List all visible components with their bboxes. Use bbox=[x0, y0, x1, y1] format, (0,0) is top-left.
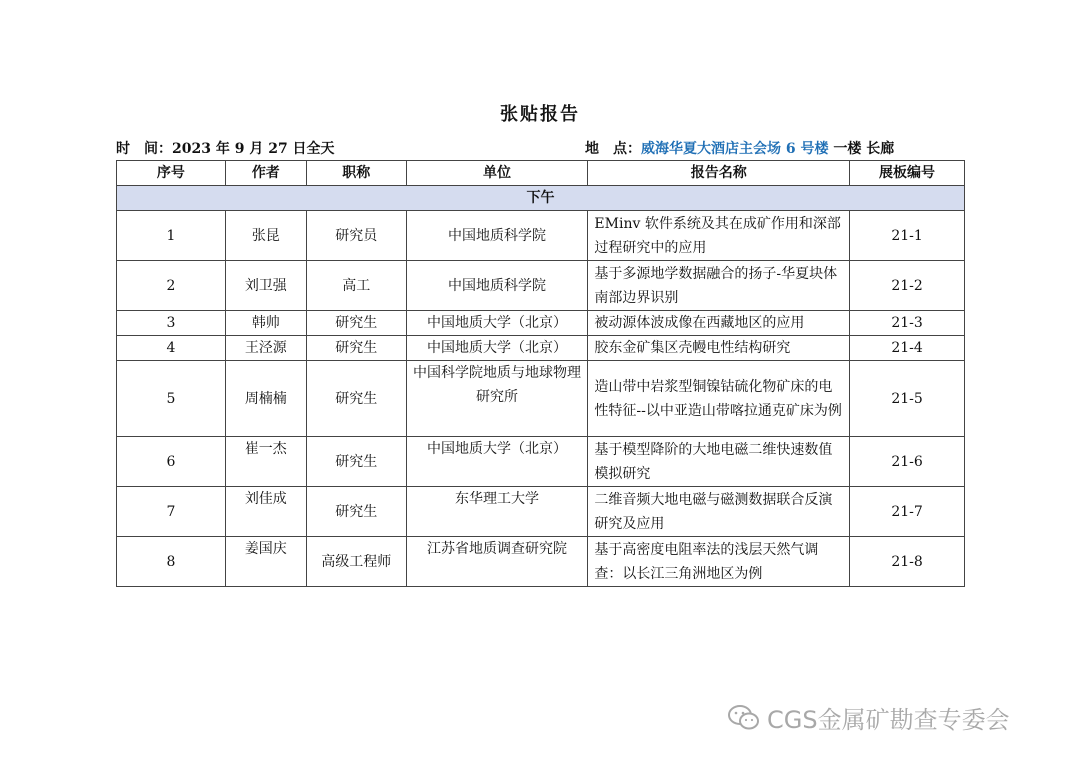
cell-board: 21-3 bbox=[850, 311, 965, 336]
cell-board: 21-5 bbox=[850, 361, 965, 437]
cell-report: 二维音频大地电磁与磁测数据联合反演研究及应用 bbox=[588, 487, 850, 537]
time-label: 时 间： bbox=[116, 141, 172, 157]
header-rank: 职称 bbox=[306, 161, 406, 186]
cell-author: 韩帅 bbox=[225, 311, 306, 336]
cell-unit: 中国地质科学院 bbox=[406, 261, 588, 311]
table-header-row bbox=[117, 161, 965, 186]
table-row bbox=[117, 361, 965, 437]
cell-report: 基于多源地学数据融合的扬子-华夏块体南部边界识别 bbox=[588, 261, 850, 311]
time-info bbox=[116, 138, 335, 158]
cell-unit: 中国科学院地质与地球物理研究所 bbox=[406, 361, 588, 437]
cell-no: 8 bbox=[117, 537, 226, 587]
header-report: 报告名称 bbox=[588, 161, 850, 186]
table-row bbox=[117, 336, 965, 361]
cell-author: 刘佳成 bbox=[225, 487, 306, 537]
cell-rank: 研究生 bbox=[306, 311, 406, 336]
poster-schedule-table bbox=[116, 160, 965, 587]
cell-board: 21-1 bbox=[850, 211, 965, 261]
header-author: 作者 bbox=[225, 161, 306, 186]
cell-rank: 研究生 bbox=[306, 437, 406, 487]
cell-unit: 中国地质科学院 bbox=[406, 211, 588, 261]
header-board: 展板编号 bbox=[850, 161, 965, 186]
cell-no: 4 bbox=[117, 336, 226, 361]
header-unit: 单位 bbox=[406, 161, 588, 186]
wechat-icon bbox=[727, 704, 761, 732]
section-row bbox=[117, 186, 965, 211]
cell-unit: 中国地质大学（北京） bbox=[406, 311, 588, 336]
cell-unit: 中国地质大学（北京） bbox=[406, 336, 588, 361]
cell-unit: 东华理工大学 bbox=[406, 487, 588, 537]
section-label: 下午 bbox=[117, 186, 965, 211]
page-title: 张贴报告 bbox=[500, 104, 580, 125]
cell-author: 刘卫强 bbox=[225, 261, 306, 311]
cell-rank: 研究生 bbox=[306, 336, 406, 361]
cell-no: 2 bbox=[117, 261, 226, 311]
table-row bbox=[117, 487, 965, 537]
cell-author: 崔一杰 bbox=[225, 437, 306, 487]
cell-rank: 高级工程师 bbox=[306, 537, 406, 587]
cell-board: 21-4 bbox=[850, 336, 965, 361]
place-extra: 一楼 长廊 bbox=[828, 141, 895, 157]
cell-board: 21-8 bbox=[850, 537, 965, 587]
place-venue: 威海华夏大酒店主会场 6 号楼 bbox=[641, 141, 829, 157]
cell-report: 被动源体波成像在西藏地区的应用 bbox=[588, 311, 850, 336]
cell-no: 1 bbox=[117, 211, 226, 261]
cell-no: 5 bbox=[117, 361, 226, 437]
cell-no: 6 bbox=[117, 437, 226, 487]
table-row bbox=[117, 537, 965, 587]
cell-report: 造山带中岩浆型铜镍钴硫化物矿床的电性特征--以中亚造山带喀拉通克矿床为例 bbox=[588, 361, 850, 437]
cell-report: 基于模型降阶的大地电磁二维快速数值模拟研究 bbox=[588, 437, 850, 487]
cell-board: 21-7 bbox=[850, 487, 965, 537]
table-row bbox=[117, 437, 965, 487]
cell-unit: 中国地质大学（北京） bbox=[406, 437, 588, 487]
cell-author: 周楠楠 bbox=[225, 361, 306, 437]
cell-board: 21-6 bbox=[850, 437, 965, 487]
cell-rank: 研究员 bbox=[306, 211, 406, 261]
cell-report: 基于高密度电阻率法的浅层天然气调查：以长江三角洲地区为例 bbox=[588, 537, 850, 587]
cell-no: 7 bbox=[117, 487, 226, 537]
header-no: 序号 bbox=[117, 161, 226, 186]
time-value: 2023 年 9 月 27 日全天 bbox=[172, 141, 335, 157]
cell-author: 王泾源 bbox=[225, 336, 306, 361]
watermark bbox=[727, 700, 1010, 735]
cell-report: EMinv 软件系统及其在成矿作用和深部过程研究中的应用 bbox=[588, 211, 850, 261]
cell-author: 姜国庆 bbox=[225, 537, 306, 587]
cell-board: 21-2 bbox=[850, 261, 965, 311]
watermark-text: CGS金属矿勘查专委会 bbox=[767, 706, 1010, 734]
cell-unit: 江苏省地质调查研究院 bbox=[406, 537, 588, 587]
cell-rank: 高工 bbox=[306, 261, 406, 311]
table-row bbox=[117, 311, 965, 336]
table-row bbox=[117, 261, 965, 311]
table-row bbox=[117, 211, 965, 261]
cell-no: 3 bbox=[117, 311, 226, 336]
place-label: 地 点： bbox=[585, 141, 641, 157]
cell-rank: 研究生 bbox=[306, 487, 406, 537]
cell-rank: 研究生 bbox=[306, 361, 406, 437]
cell-author: 张昆 bbox=[225, 211, 306, 261]
cell-report: 胶东金矿集区壳幔电性结构研究 bbox=[588, 336, 850, 361]
place-info bbox=[585, 138, 894, 158]
